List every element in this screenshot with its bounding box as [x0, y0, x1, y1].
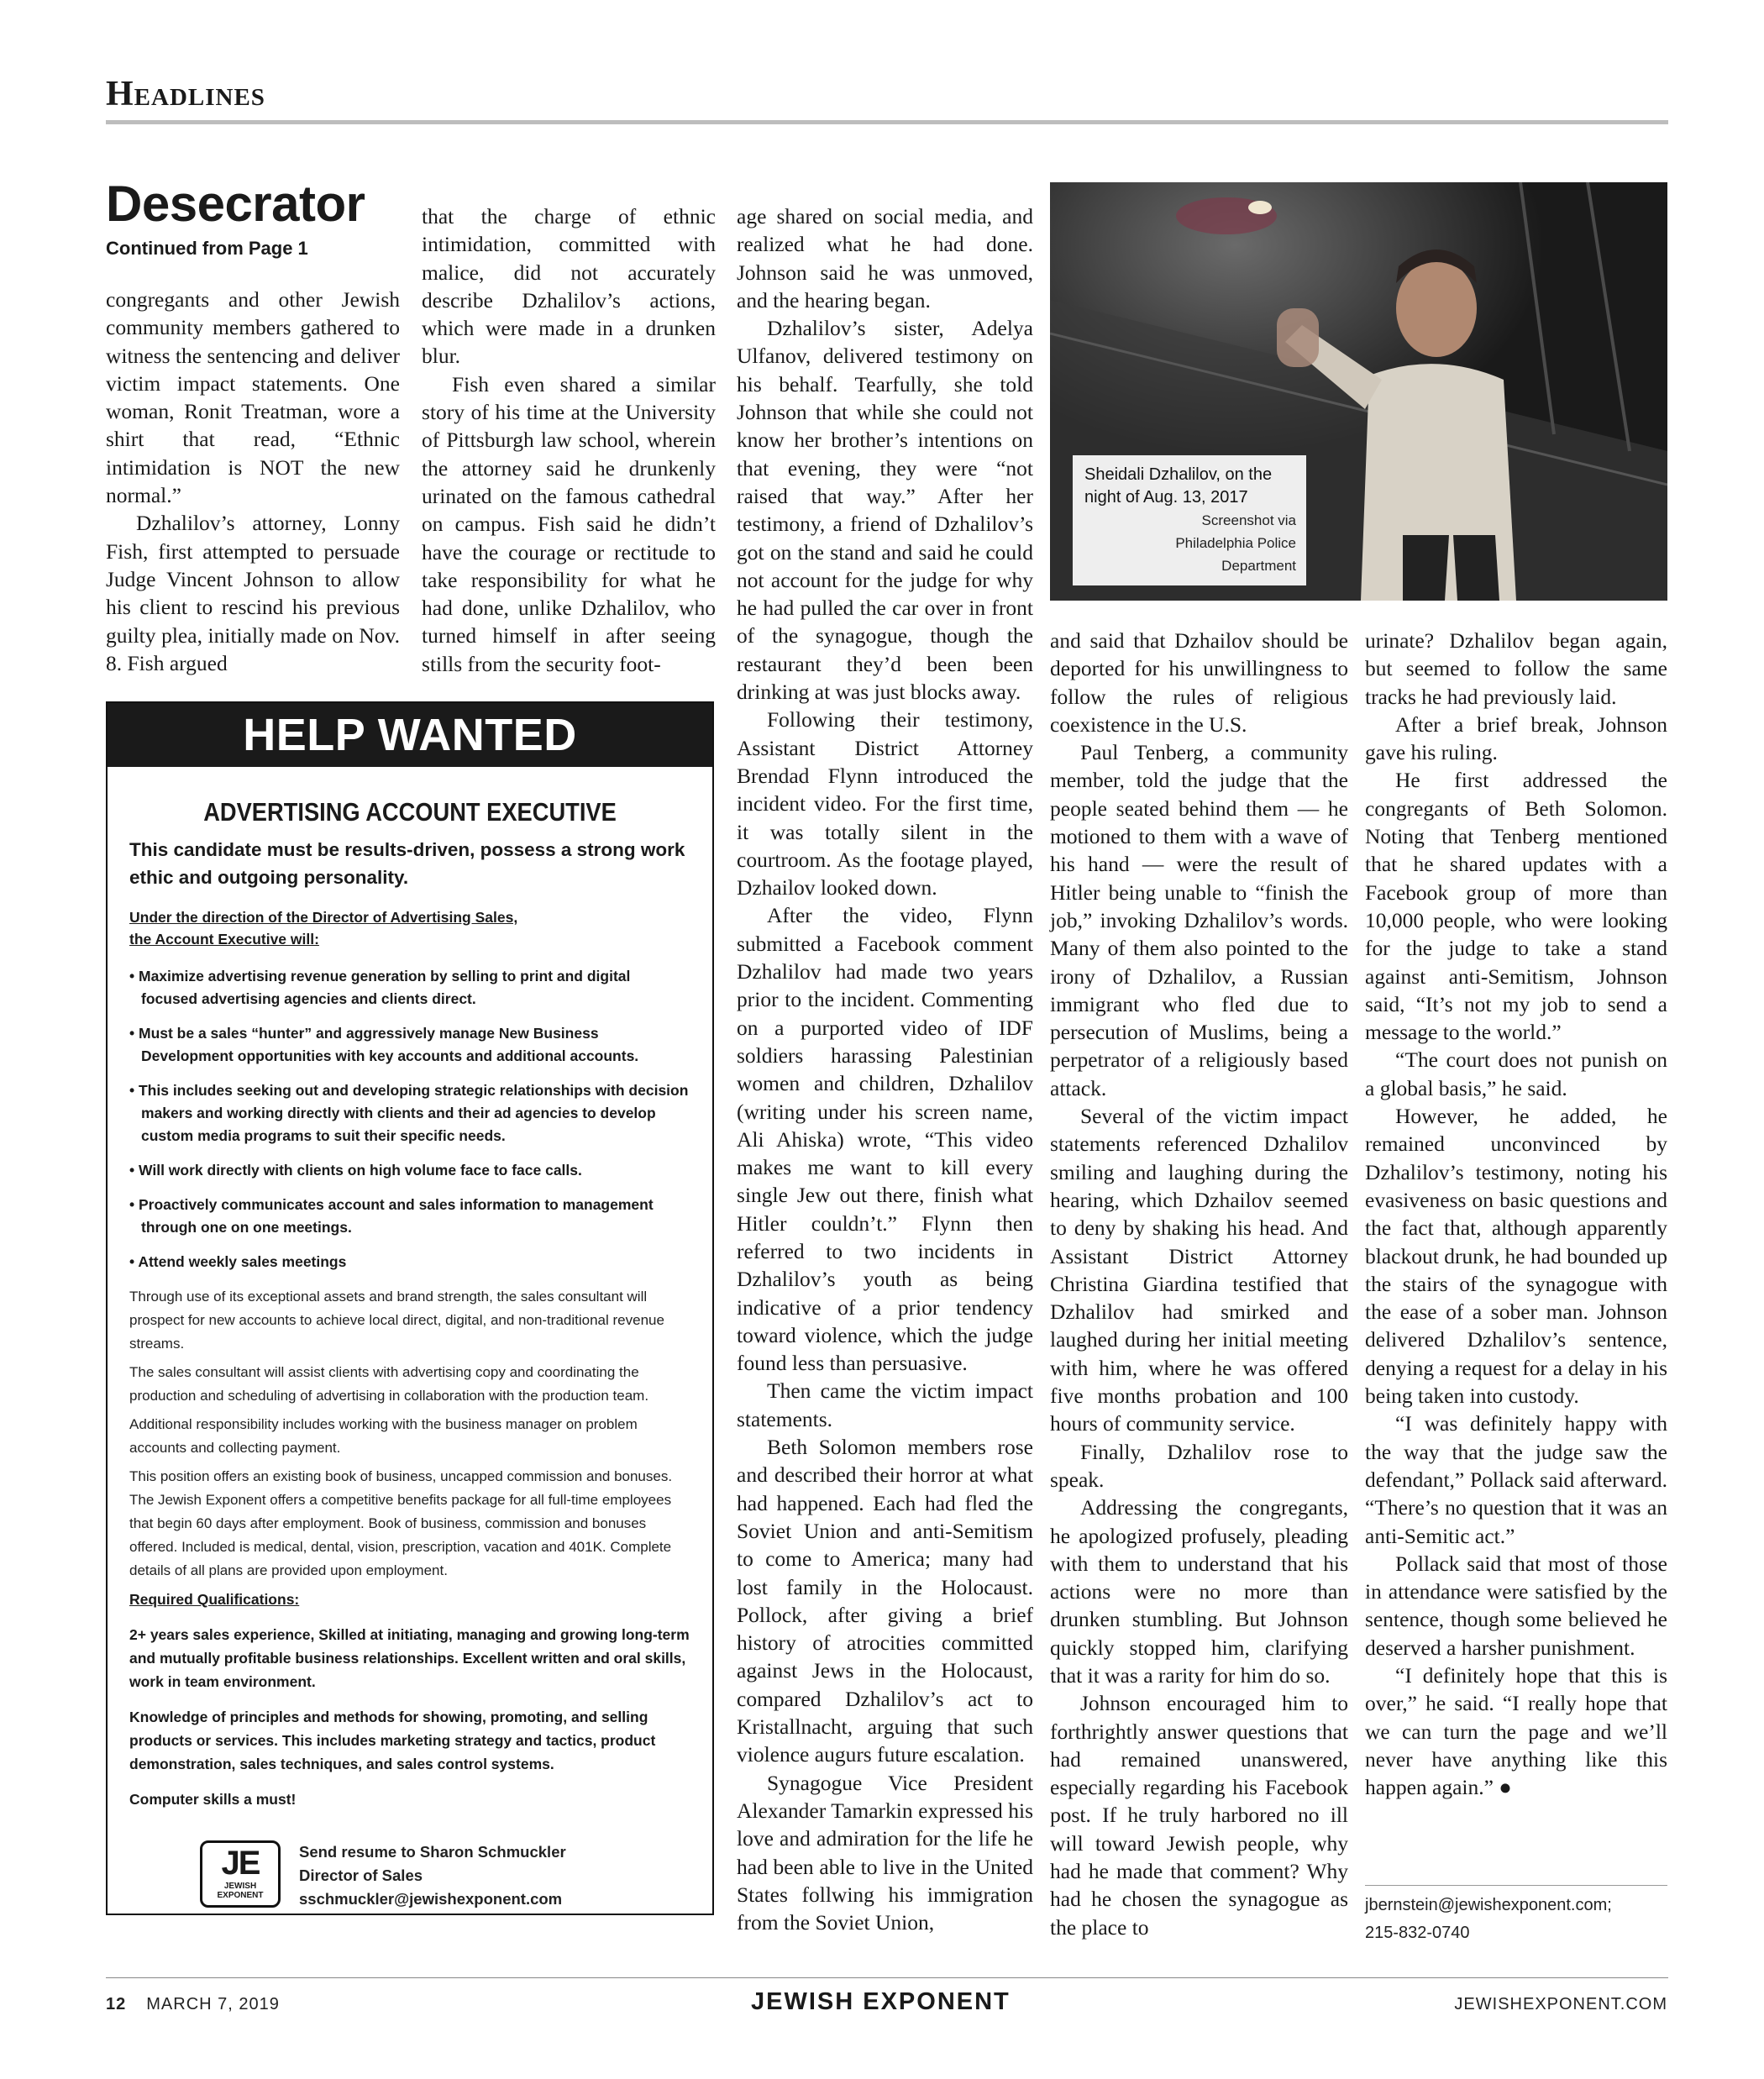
- article-column-4: [1050, 627, 1348, 1941]
- paragraph: “The court does not punish on a global basis,” he said.: [1365, 1047, 1667, 1100]
- paragraph-text: “I definitely hope that this is over,” he said. “I really hope that we can turn the page and we’ll never have anything like this happen again.”: [1365, 1662, 1667, 1800]
- ad-paragraph: This position offers an existing book of business, uncapped commission and bonuses. The Jewish Exponent offers a competitive benefits package for all full-time employees that begin 60 days after employment. Book of business, commission and bonuses offered. Included is medical, dental, vision, prescription, vacation and 401K. Complete details of all plans are provided upon employment.: [129, 1468, 673, 1578]
- ad-direction-line-2: the Account Executive will:: [129, 931, 319, 948]
- send-email[interactable]: sschmuckler@jewishexponent.com: [299, 1890, 563, 1908]
- paragraph: Beth Solomon members rose and described their horror at what had happened. Each had fled the Soviet Union and anti-Semitism to come to America; many had lost family in the Holocaust. Pollock, after giving a brief history of atrocities committed against Jews in the Holocaust, compared Dzhalilov’s act to Kristallnacht, arguing that such violence augurs future escalation.: [737, 1435, 1033, 1767]
- ad-qualification: Computer skills a must!: [129, 1791, 297, 1808]
- end-mark: ●: [1499, 1775, 1512, 1800]
- continued-note: Continued from Page 1: [106, 238, 308, 259]
- issue-date: MARCH 7, 2019: [146, 1995, 280, 2013]
- paragraph: Following their testimony, Assistant District Attorney Brendad Flynn introduced the incident video. For the first time, it was totally silent in the courtroom. As the footage played, Dzhailov looked down.: [737, 707, 1033, 900]
- list-item: • Must be a sales “hunter” and aggressively manage New Business Development opportunities with key accounts and additional accounts.: [129, 1025, 639, 1064]
- ad-paragraph: Through use of its exceptional assets and brand strength, the sales consultant will prospect for new accounts to achieve local direct, digital, and non-traditional revenue streams.: [129, 1289, 664, 1352]
- ad-responsibilities: [129, 965, 690, 1273]
- list-item: • Will work directly with clients on high volume face to face calls.: [129, 1162, 582, 1179]
- paragraph: [1365, 1662, 1667, 1801]
- paragraph: Dzhalilov’s sister, Adelya Ulfanov, delivered testimony on his behalf. Tearfully, she told Johnson that while she could not know her brother’s intentions on that evening, they were “not raised that way.” After her testimony, a friend of Dzhalilov’s got on the stand and said he could not account for the judge for why he had pulled the car over in front of the synagogue, though the restaurant they’d been been drinking at was just blocks away.: [737, 316, 1033, 705]
- article-column-1: [106, 286, 400, 677]
- paragraph: Pollack said that most of those in attendance were satisfied by the sentence, though some believed he deserved a harsher punishment.: [1365, 1551, 1667, 1660]
- paragraph: Dzhalilov’s attorney, Lonny Fish, first attempted to persuade Judge Vincent Johnson to allow his client to rescind his previous guilty plea, initially made on Nov. 8. Fish argued: [106, 511, 400, 675]
- ad-qualifications-heading: Required Qualifications:: [129, 1591, 300, 1608]
- ad-direction-line-1: Under the direction of the Director of Advertising Sales,: [129, 909, 518, 926]
- paragraph: Addressing the congregants, he apologized profusely, pleading with them to understand that his actions were no more than drunken stumbling. But Johnson quickly stopped him, clarifying that it was a rarity for him do so.: [1050, 1495, 1348, 1688]
- caption-credit-1: Screenshot via: [1201, 512, 1296, 528]
- article-column-2: [422, 202, 716, 678]
- paragraph: Fish even shared a similar story of his time at the University of Pittsburgh law school, wherein the attorney said he drunkenly urinated on the famous cathedral on campus. Fish said he didn’t have the courage or rectitude to take responsibility for what he had done, unlike Dzhalilov, who turned himself in after seeing stills from the security foot-: [422, 371, 716, 676]
- ad-banner: HELP WANTED: [108, 703, 712, 767]
- paragraph: However, he added, he remained unconvinced by Dzhalilov’s testimony, noting his evasiveness on basic questions and the fact that, although apparently blackout drunk, he had bounded up the stairs of the synagogue with the ease of a sober man. Johnson delivered Dzhalilov’s sentence, denying a request for a delay in his being taken into custody.: [1365, 1104, 1667, 1409]
- article-headline: Desecrator: [106, 176, 365, 232]
- paragraph: and said that Dzhailov should be deported for his unwillingness to follow the rules of religious coexistence in the U.S.: [1050, 628, 1348, 737]
- paragraph: urinate? Dzhalilov began again, but seemed to follow the same tracks he had previously laid.: [1365, 628, 1667, 709]
- help-wanted-ad: [106, 701, 714, 1915]
- page-number: 12: [106, 1995, 127, 2013]
- paragraph: Then came the victim impact statements.: [737, 1378, 1033, 1431]
- list-item: • This includes seeking out and developing strategic relationships with decision makers and working directly with clients and their ad agencies to develop custom media programs to suit their specific needs.: [129, 1082, 689, 1144]
- section-heading: Headlines: [106, 75, 265, 113]
- ad-job-title: ADVERTISING ACCOUNT EXECUTIVE: [203, 797, 617, 827]
- section-rule: [106, 120, 1668, 124]
- article-column-5: [1365, 627, 1667, 1801]
- send-resume-info: [299, 1840, 566, 1911]
- ad-paragraph: The sales consultant will assist clients with advertising copy and coordinating the production and scheduling of advertising in collaboration with the production team.: [129, 1364, 649, 1404]
- paragraph: age shared on social media, and realized what he had done. Johnson said he was unmoved, and the hearing began.: [737, 204, 1033, 312]
- logo-line-1: JEWISH: [223, 1882, 257, 1891]
- send-line-2: Director of Sales: [299, 1866, 423, 1884]
- paragraph: Finally, Dzhalilov rose to speak.: [1050, 1439, 1348, 1492]
- paragraph: Paul Tenberg, a community member, told the judge that the people seated behind them — he motioned to them with a wave of his hand — were the result of Hitler being unable to “finish the job,” invoking Dzhalilov’s words. Many of them also pointed to the irony of Dzhalilov, a Russian immigrant who fled due to persecution of Muslims, being a perpetrator of a religiously based attack.: [1050, 740, 1348, 1100]
- list-item: • Attend weekly sales meetings: [129, 1253, 347, 1270]
- ad-qualification: Knowledge of principles and methods for showing, promoting, and selling products or services. This includes marketing strategy and tactics, product demonstration, sales techniques, and sales control systems.: [129, 1709, 656, 1772]
- byline-rule: [1365, 1885, 1667, 1886]
- paragraph: He first addressed the congregants of Beth Solomon. Noting that Tenberg mentioned that he shared updates with a Facebook group of more than 10,000 people, who were looking for the judge to take a stand against anti-Semitism, Johnson said, “It’s not my job to send a message to the world.”: [1365, 768, 1667, 1045]
- footer-rule: [106, 1977, 1668, 1978]
- caption-text: Sheidali Dzhalilov, on the night of Aug. 13, 2017: [1084, 465, 1273, 507]
- logo-mark: JE: [221, 1845, 260, 1882]
- list-item: • Proactively communicates account and sales information to management through one on one meetings.: [129, 1196, 654, 1236]
- paragraph: that the charge of ethnic intimidation, committed with malice, did not accurately describe Dzhalilov’s actions, which were made in a drunken blur.: [422, 204, 716, 369]
- list-item: • Maximize advertising revenue generation by selling to print and digital focused advertising agencies and clients direct.: [129, 968, 631, 1007]
- website-url[interactable]: JEWISHEXPONENT.COM: [1454, 1995, 1667, 2013]
- caption-credit-2: Philadelphia Police: [1175, 535, 1296, 551]
- caption-credit-3: Department: [1221, 558, 1296, 574]
- paragraph: After a brief break, Johnson gave his ruling.: [1365, 711, 1667, 765]
- article-column-3: [737, 202, 1033, 1936]
- paragraph: Several of the victim impact statements referenced Dzhalilov smiling and laughing during the hearing, which Dzhailov seemed to deny by shaking his head. And Assistant District Attorney Christina Giardina testified that Dzhalilov had smirked and laughed during her initial meeting with him, where he was offered five months probation and 100 hours of community service.: [1050, 1104, 1348, 1436]
- footer-left: [106, 1995, 280, 2014]
- ad-paragraph: Additional responsibility includes working with the business manager on problem accounts and collecting payment.: [129, 1416, 638, 1456]
- paragraph: congregants and other Jewish community members gathered to witness the sentencing and deliver victim impact statements. One woman, Ronit Treatman, wore a shirt that read, “Ethnic intimidation is NOT the new normal.”: [106, 287, 400, 508]
- author-contact: [1365, 1892, 1667, 1947]
- ad-qualification: 2+ years sales experience, Skilled at initiating, managing and growing long-term and mutually profitable business relationships. Excellent written and oral skills, work in team environment.: [129, 1626, 690, 1690]
- ad-lead: This candidate must be results-driven, possess a strong work ethic and outgoing personality.: [129, 839, 685, 888]
- paragraph: Johnson encouraged him to forthrightly answer questions that had remained unanswered, especially regarding his Facebook post. If he truly harbored no ill will toward Jewish people, why had he made that comment? Why had he chosen the synagogue as the place to: [1050, 1691, 1348, 1940]
- logo-line-2: EXPONENT: [217, 1891, 264, 1900]
- publication-name: JEWISH EXPONENT: [751, 1988, 1011, 2015]
- ad-body: [108, 797, 712, 1811]
- author-phone: 215-832-0740: [1365, 1924, 1470, 1942]
- ad-contact: [200, 1840, 603, 1908]
- send-line-1: Send resume to Sharon Schmuckler: [299, 1843, 566, 1861]
- jewish-exponent-logo: [200, 1840, 281, 1908]
- paragraph: Synagogue Vice President Alexander Tamarkin expressed his love and admiration for the life he had been able to live in the United States follwing his immigration from the Soviet Union,: [737, 1770, 1033, 1935]
- paragraph: After the video, Flynn submitted a Facebook comment Dzhalilov had made two years prior to the incident. Commenting on a purported video of IDF soldiers harassing Palestinian women and children, Dzhalilov (writing under his screen name, Ali Ahiska) wrote, “This video makes me want to kill every single Jew out there, finish what Hitler couldn’t.” Flynn then referred to two incidents in Dzhalilov’s youth as being indicative of a prior tendency toward violence, which the judge found less than persuasive.: [737, 903, 1033, 1376]
- photo-caption: [1073, 455, 1306, 585]
- paragraph: “I was definitely happy with the way that the judge saw the defendant,” Pollack said afterward. “There’s no question that it was an anti-Semitic act.”: [1365, 1411, 1667, 1548]
- author-email: jbernstein@jewishexponent.com;: [1365, 1896, 1612, 1914]
